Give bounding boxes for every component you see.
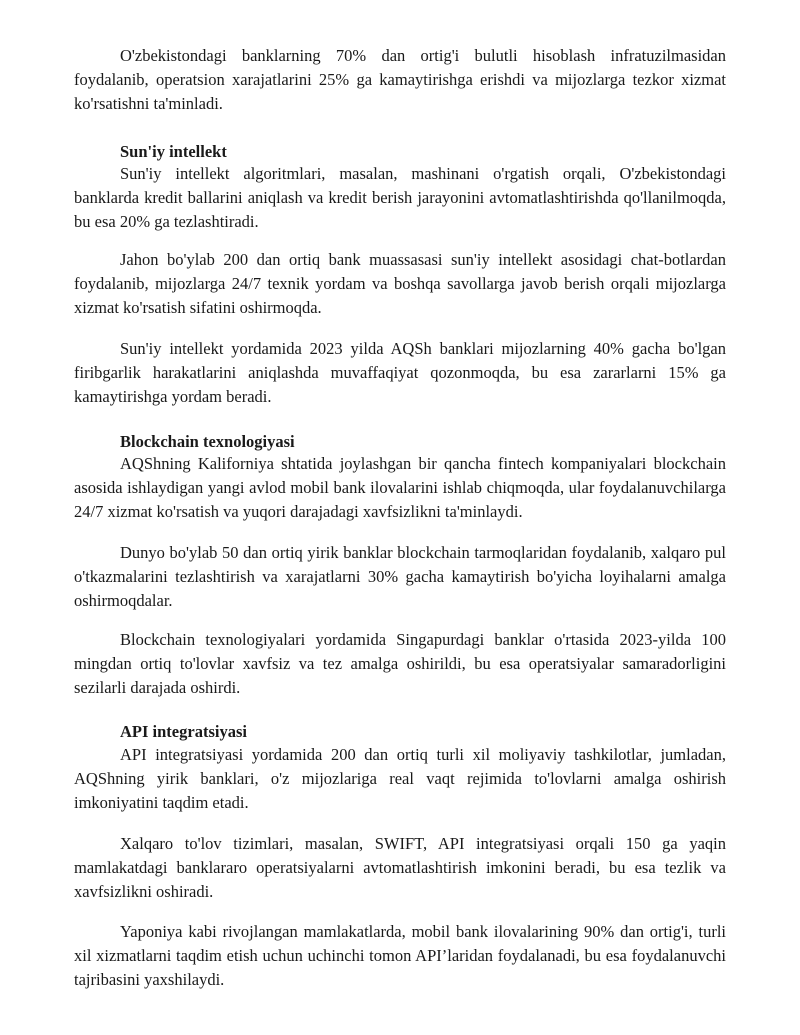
paragraph-blockchain-california: AQShning Kaliforniya shtatida joylashgan bir qancha fintech kompaniyalari blockchain asosida ishlaydigan yangi avlod mobil bank ilovalarini ishlab chiqmoqda, ular foydalanuvchilarga 24/7 xizmat ko'rsatish va yuqori darajadagi xavfsizlikni ta'minlaydi.	[74, 454, 726, 521]
paragraph-ai-chatbots: Jahon bo'ylab 200 dan ortiq bank muassasasi sun'iy intellekt asosidagi chat-botlardan foydalanib, mijozlarga 24/7 texnik yordam va boshqa savollarga javob berish orqali mijozlarga xizmat ko'rsatish sifatini oshirmoqda.	[74, 250, 726, 317]
paragraph-blockchain-transfers: Dunyo bo'ylab 50 dan ortiq yirik banklar blockchain tarmoqlaridan foydalanib, xalqaro pul o'tkazmalarini tezlashtirish va xarajatlarni 30% gacha kamaytirish bo'yicha loyihalarni amalga oshirmoqdalar.	[74, 543, 726, 610]
paragraph-api-realtime-payments: API integratsiyasi yordamida 200 dan ortiq turli xil moliyaviy tashkilotlar, jumladan, AQShning yirik banklari, o'z mijozlariga real vaqt rejimida to'lovlarni amalga oshirish imkoniyatini taqdim etadi.	[74, 745, 726, 812]
paragraph-ai-credit-scoring: Sun'iy intellekt algoritmlari, masalan, mashinani o'rgatish orqali, O'zbekistondagi banklarda kredit ballarini aniqlash va kredit berish jarayonini avtomatlashtirishda qo'llanilmoqda, bu esa 20% ga tezlashtiradi.	[74, 164, 726, 231]
paragraph-api-japan: Yaponiya kabi rivojlangan mamlakatlarda, mobil bank ilovalarining 90% dan ortig'i, turli xil xizmatlarni taqdim etish uchun uchinchi tomon API’laridan foydalanadi, bu esa foydalanuvchi tajribasini yaxshilaydi.	[74, 922, 726, 989]
paragraph-blockchain-singapore: Blockchain texnologiyalari yordamida Singapurdagi banklar o'rtasida 2023-yilda 100 mingdan ortiq to'lovlar xavfsiz va tez amalga oshirildi, bu esa operatsiyalar samaradorligini sezilarli darajada oshirdi.	[74, 630, 726, 697]
paragraph-ai-fraud-detection: Sun'iy intellekt yordamida 2023 yilda AQSh banklari mijozlarning 40% gacha bo'lgan firibgarlik harakatlarini aniqlashda muvaffaqiyat qozonmoqda, bu esa zararlarni 15% ga kamaytirishga yordam beradi.	[74, 339, 726, 406]
heading-ai: Sun'iy intellekt	[120, 142, 227, 161]
paragraph-api-swift: Xalqaro to'lov tizimlari, masalan, SWIFT, API integratsiyasi orqali 150 ga yaqin mamlakatdagi banklararo operatsiyalarni avtomatlashtirish imkonini beradi, bu esa tezlik va xavfsizlikni oshiradi.	[74, 834, 726, 901]
paragraph-cloud-adoption: O'zbekistondagi banklarning 70% dan ortig'i bulutli hisoblash infratuzilmasidan foydalanib, operatsion xarajatlarini 25% ga kamaytirishga erishdi va mijozlarga tezkor xizmat ko'rsatishni ta'minladi.	[74, 46, 726, 113]
heading-blockchain: Blockchain texnologiyasi	[120, 432, 295, 451]
heading-api: API integratsiyasi	[120, 722, 247, 741]
